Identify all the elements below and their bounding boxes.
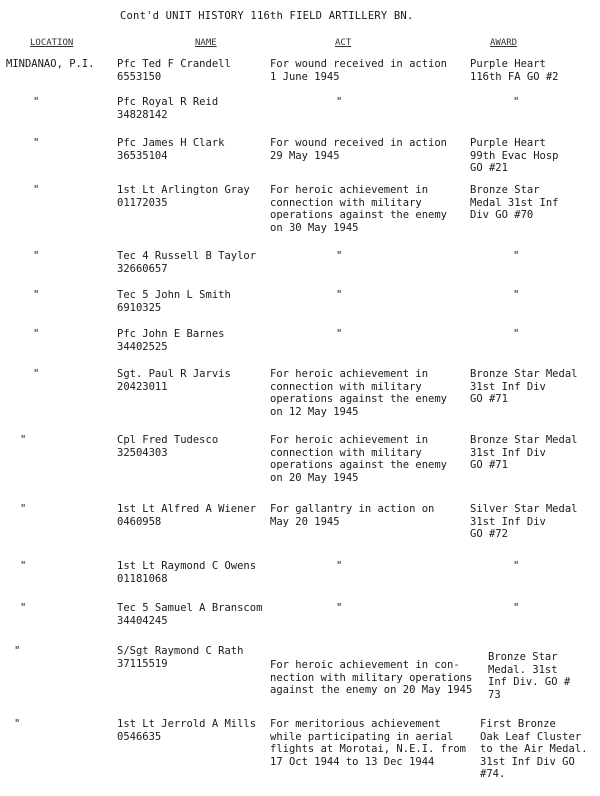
- name-cell: Pfc Royal R Reid 34828142: [117, 96, 219, 121]
- award-cell: Bronze Star Medal 31st Inf Div GO #71: [470, 434, 578, 471]
- location-cell: ": [20, 434, 27, 446]
- name-cell: Tec 4 Russell B Taylor 32660657: [117, 250, 257, 275]
- act-cell: ": [336, 560, 343, 572]
- location-cell: ": [33, 184, 40, 196]
- location-cell: ": [20, 602, 27, 614]
- award-cell: ": [513, 250, 520, 262]
- act-cell: For heroic achievement in connection with military operations against the enemy on 30 May 1945: [270, 184, 448, 234]
- location-cell: ": [33, 250, 40, 262]
- column-header-name: NAME: [195, 38, 217, 48]
- location-cell: ": [14, 718, 21, 730]
- act-cell: ": [336, 250, 343, 262]
- award-cell: Purple Heart 116th FA GO #2: [470, 58, 559, 83]
- act-cell: For heroic achievement in con- nection with military operations against the enemy on 20 May 1945: [270, 659, 473, 696]
- location-cell: MINDANAO, P.I.: [6, 58, 95, 70]
- name-cell: Pfc John E Barnes 34402525: [117, 328, 225, 353]
- name-cell: Tec 5 Samuel A Branscom 34404245: [117, 602, 263, 627]
- award-cell: ": [513, 96, 520, 108]
- location-cell: ": [33, 289, 40, 301]
- act-cell: ": [336, 328, 343, 340]
- name-cell: Cpl Fred Tudesco 32504303: [117, 434, 219, 459]
- award-cell: ": [513, 328, 520, 340]
- name-cell: 1st Lt Raymond C Owens 01181068: [117, 560, 257, 585]
- name-cell: Tec 5 John L Smith 6910325: [117, 289, 231, 314]
- location-cell: ": [33, 368, 40, 380]
- award-cell: Silver Star Medal 31st Inf Div GO #72: [470, 503, 578, 540]
- column-header-location: LOCATION: [30, 38, 74, 48]
- act-cell: ": [336, 96, 343, 108]
- award-cell: Bronze Star Medal 31st Inf Div GO #71: [470, 368, 578, 405]
- name-cell: Pfc James H Clark 36535104: [117, 137, 225, 162]
- act-cell: For gallantry in action on May 20 1945: [270, 503, 435, 528]
- name-cell: Sgt. Paul R Jarvis 20423011: [117, 368, 231, 393]
- award-cell: ": [513, 560, 520, 572]
- location-cell: ": [33, 96, 40, 108]
- award-cell: Purple Heart 99th Evac Hosp GO #21: [470, 137, 559, 174]
- award-cell: First Bronze Oak Leaf Cluster to the Air Medal. 31st Inf Div GO #74.: [480, 718, 588, 780]
- act-cell: For wound received in action 29 May 1945: [270, 137, 448, 162]
- page-title: Cont'd UNIT HISTORY 116th FIELD ARTILLERY BN.: [120, 10, 414, 22]
- name-cell: 1st Lt Arlington Gray 01172035: [117, 184, 250, 209]
- act-cell: For meritorious achievement while participating in aerial flights at Morotai, N.E.I. from 17 Oct 1944 to 13 Dec 1944: [270, 718, 466, 768]
- act-cell: ": [336, 289, 343, 301]
- act-cell: For heroic achievement in connection with military operations against the enemy on 12 May 1945: [270, 368, 448, 418]
- act-cell: ": [336, 602, 343, 614]
- column-header-act: ACT: [335, 38, 352, 48]
- location-cell: ": [20, 560, 27, 572]
- name-cell: Pfc Ted F Crandell 6553150: [117, 58, 231, 83]
- name-cell: 1st Lt Jerrold A Mills 0546635: [117, 718, 257, 743]
- name-cell: 1st Lt Alfred A Wiener 0460958: [117, 503, 257, 528]
- location-cell: ": [33, 137, 40, 149]
- award-cell: ": [513, 602, 520, 614]
- award-cell: Bronze Star Medal. 31st Inf Div. GO # 73: [488, 651, 571, 701]
- name-cell: S/Sgt Raymond C Rath 37115519: [117, 645, 244, 670]
- location-cell: ": [33, 328, 40, 340]
- award-cell: Bronze Star Medal 31st Inf Div GO #70: [470, 184, 559, 221]
- location-cell: ": [14, 645, 21, 657]
- location-cell: ": [20, 503, 27, 515]
- column-header-award: AWARD: [490, 38, 518, 48]
- act-cell: For wound received in action 1 June 1945: [270, 58, 448, 83]
- act-cell: For heroic achievement in connection with military operations against the enemy on 20 May 1945: [270, 434, 448, 484]
- award-cell: ": [513, 289, 520, 301]
